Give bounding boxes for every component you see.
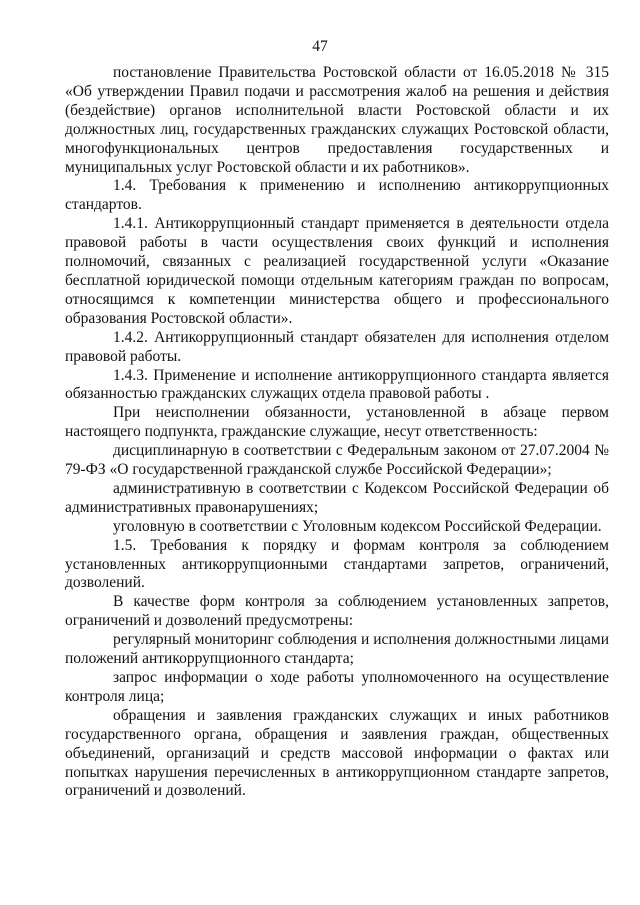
paragraph-disciplinary: дисциплинарную в соответствии с Федеральным законом от 27.07.2004 № 79-ФЗ «О государственной гражданской службе Российской Федерации»;: [65, 442, 609, 479]
paragraph-resolution-reference: постановление Правительства Ростовской области от 16.05.2018 № 315 «Об утверждении Правил подачи и рассмотрения жалоб на решения и действия (бездействие) органов исполнительной власти Ростовской области и их должностных лиц, государственных гражданских служащих Ростовской области, многофункциональных центров предоставления государственных и муниципальных услуг Ростовской области и их работников».: [65, 64, 609, 176]
paragraph-1-5-heading: 1.5. Требования к порядку и формам контроля за соблюдением установленных антикоррупционными стандартами запретов, ограничений, дозволений.: [65, 536, 609, 592]
paragraph-administrative: административную в соответствии с Кодексом Российской Федерации об административных правонарушениях;: [65, 479, 609, 516]
page-number: 47: [312, 38, 328, 55]
paragraph-information-request: запрос информации о ходе работы уполномоченного на осуществление контроля лица;: [65, 669, 609, 705]
paragraph-1-4-heading: 1.4. Требования к применению и исполнению антикоррупционных стандартов.: [65, 177, 609, 214]
paragraph-criminal: уголовную в соответствии с Уголовным кодексом Российской Федерации.: [113, 517, 602, 535]
paragraph-1-4-1: 1.4.1. Антикоррупционный стандарт применяется в деятельности отдела правовой работы в части осуществления своих функций и исполнения полномочий, связанных с реализацией государственной услуги «Оказание бесплатной юридической помощи отдельным категориям граждан по вопросам, относящимся к компетенции министерства общего и профессионального образования Ростовской области».: [65, 215, 609, 327]
paragraph-monitoring: регулярный мониторинг соблюдения и исполнения должностными лицами положений антикоррупционного стандарта;: [65, 631, 609, 668]
paragraph-control-forms: В качестве форм контроля за соблюдением установленных запретов, ограничений и дозволений предусмотрены:: [65, 593, 609, 630]
paragraph-appeals: обращения и заявления гражданских служащих и иных работников государственного органа, обращения и заявления граждан, общественных объединений, организаций и средств массовой информации о фактах или попытках нарушения перечисленных в антикоррупционном стандарте запретов, ограничений и дозволений.: [65, 706, 609, 800]
document-body: [65, 64, 609, 801]
paragraph-1-4-3: 1.4.3. Применение и исполнение антикоррупционного стандарта является обязанностью гражданских служащих отдела правовой работы .: [65, 366, 609, 403]
paragraph-non-performance: При неисполнении обязанности, установленной в абзаце первом настоящего подпункта, гражданские служащие, несут ответственность:: [65, 404, 609, 441]
paragraph-1-4-2: 1.4.2. Антикоррупционный стандарт обязателен для исполнения отделом правовой работы.: [65, 328, 609, 365]
